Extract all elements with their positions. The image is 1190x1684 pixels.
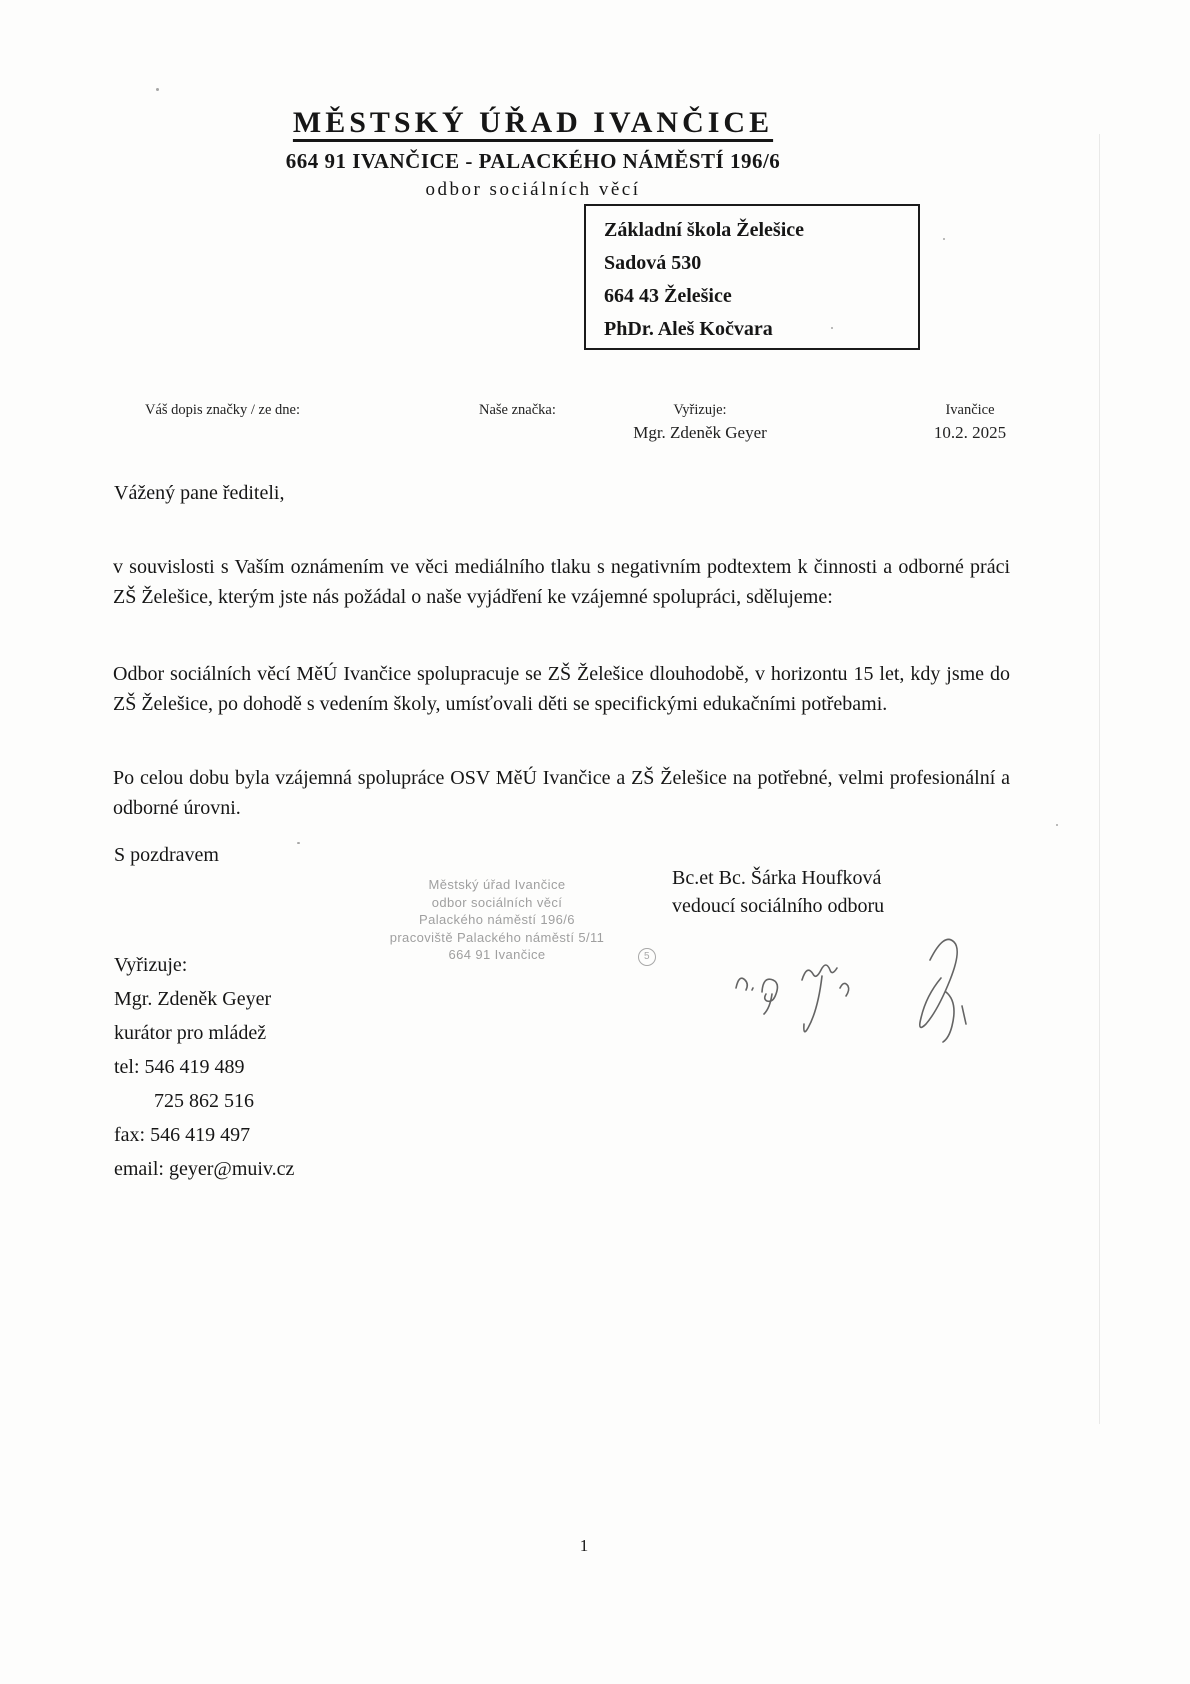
handled-by-label: Vyřizuje: xyxy=(673,402,727,418)
stamp-number-badge: 5 xyxy=(638,948,656,966)
scan-speck xyxy=(1056,824,1058,826)
signer-title: vedoucí sociálního odboru xyxy=(672,895,885,917)
contact-tel: tel: 546 419 489 xyxy=(114,1056,245,1078)
page-number: 1 xyxy=(579,1536,589,1555)
scan-artifact-line xyxy=(1099,134,1100,1424)
place-and-date xyxy=(880,402,1060,443)
handled-by-value: Mgr. Zdeněk Geyer xyxy=(633,423,767,442)
contact-block xyxy=(114,948,294,1186)
handwritten-signature xyxy=(718,918,988,1078)
signature-block xyxy=(672,864,884,920)
signer-name: Bc.et Bc. Šárka Houfková xyxy=(672,867,882,889)
stamp-line: odbor sociálních věcí xyxy=(431,894,563,910)
contact-name: Mgr. Zdeněk Geyer xyxy=(114,988,272,1010)
stamp-line: pracoviště Palackého náměstí 5/11 xyxy=(389,929,605,945)
recipient-line: 664 43 Želešice xyxy=(604,285,732,307)
scan-speck xyxy=(831,327,833,329)
contact-fax: fax: 546 419 497 xyxy=(114,1124,251,1146)
your-reference-label: Váš dopis značky / ze dne: xyxy=(145,402,301,418)
recipient-line: PhDr. Aleš Kočvara xyxy=(604,318,773,340)
handled-by xyxy=(590,402,810,443)
body-paragraph: v souvislosti s Vaším oznámením ve věci mediálního tlaku s negativním podtextem k činnosti a odborné práci ZŠ Želešice, kterým jste nás požádal o naše vyjádření ke vzájemné spolupráci, sdělujeme: xyxy=(113,556,1010,608)
contact-label: Vyřizuje: xyxy=(114,954,188,976)
scan-speck xyxy=(943,238,945,240)
body-paragraph: Po celou dobu byla vzájemná spolupráce OSV MěÚ Ivančice a ZŠ Želešice na potřebné, velmi profesionální a odborné úrovni. xyxy=(113,767,1010,819)
contact-email: email: geyer@muiv.cz xyxy=(114,1158,295,1180)
date-value: 10.2. 2025 xyxy=(933,423,1007,442)
stamp-line: 664 91 Ivančice xyxy=(448,947,546,962)
stamp-line: Městský úřad Ivančice xyxy=(428,877,566,892)
letterhead xyxy=(0,106,1066,201)
recipient-address-box xyxy=(584,204,920,350)
recipient-line: Základní škola Želešice xyxy=(604,219,805,241)
sender-title: MĚSTSKÝ ÚŘAD IVANČICE xyxy=(292,106,774,139)
our-reference-label: Naše značka: xyxy=(479,402,556,418)
office-stamp xyxy=(352,876,650,964)
sender-address: 664 91 IVANČICE - PALACKÉHO NÁMĚSTÍ 196/6 xyxy=(285,149,781,173)
place-label: Ivančice xyxy=(945,402,995,418)
stamp-line: Palackého náměstí 196/6 xyxy=(419,912,575,927)
contact-role: kurátor pro mládež xyxy=(114,1022,267,1044)
scan-speck xyxy=(156,88,159,91)
scan-speck xyxy=(297,842,300,844)
contact-tel-2: 725 862 516 xyxy=(154,1090,254,1112)
body-paragraph: Odbor sociálních věcí MěÚ Ivančice spolupracuje se ZŠ Želešice dlouhodobě, v horizontu 15 let, kdy jsme do ZŠ Želešice, po dohodě s vedením školy, umísťovali děti se specifickými edukačními potřebami. xyxy=(113,663,1010,715)
recipient-line: Sadová 530 xyxy=(604,252,702,274)
sender-department: odbor sociálních věcí xyxy=(425,179,641,200)
closing-phrase: S pozdravem xyxy=(114,844,219,866)
salutation: Vážený pane řediteli, xyxy=(114,482,285,504)
